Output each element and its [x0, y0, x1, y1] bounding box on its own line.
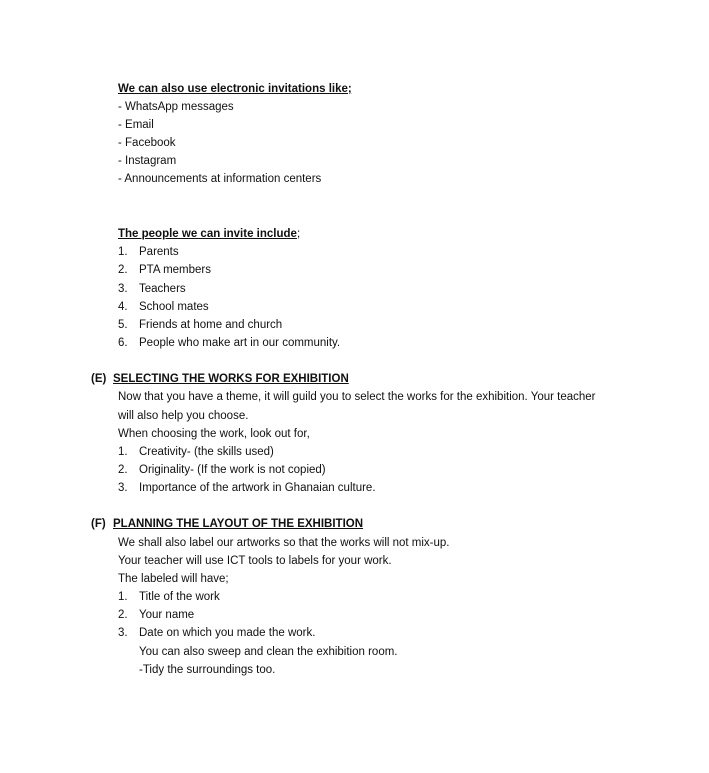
people-heading-text: The people we can invite include	[118, 228, 297, 240]
section-f-letter: (F)	[91, 518, 106, 530]
section-f-paragraph-line: We shall also label our artworks so that the works will not mix-up.	[118, 537, 450, 549]
section-f-number: 3.	[118, 627, 128, 639]
invitation-item-email: - Email	[118, 119, 154, 131]
people-item: Parents	[139, 246, 179, 258]
invitation-item-whatsapp: - WhatsApp messages	[118, 101, 234, 113]
section-f-extra-line: -Tidy the surroundings too.	[139, 664, 276, 676]
people-item: Teachers	[139, 283, 186, 295]
section-e-title: SELECTING THE WORKS FOR EXHIBITION	[113, 373, 349, 385]
section-e-number: 3.	[118, 482, 128, 494]
section-e-item: Originality- (If the work is not copied)	[139, 464, 326, 476]
people-number: 1.	[118, 246, 128, 258]
section-e-item: Creativity- (the skills used)	[139, 446, 274, 458]
invitation-item-instagram: - Instagram	[118, 155, 177, 167]
section-f-number: 1.	[118, 591, 128, 603]
section-f-number: 2.	[118, 609, 128, 621]
people-heading	[118, 227, 300, 241]
people-item: School mates	[139, 301, 209, 313]
section-e-item: Importance of the artwork in Ghanaian culture.	[139, 482, 376, 494]
section-f-item: Title of the work	[139, 591, 220, 603]
invitation-item-facebook: - Facebook	[118, 137, 176, 149]
section-f-item: Date on which you made the work.	[139, 627, 316, 639]
people-item: Friends at home and church	[139, 319, 283, 331]
section-e-number: 2.	[118, 464, 128, 476]
people-number: 2.	[118, 264, 128, 276]
section-e-letter: (E)	[91, 373, 107, 385]
section-e-paragraph-line: When choosing the work, look out for,	[118, 428, 310, 440]
section-e-paragraph-line: Now that you have a theme, it will guild you to select the works for the exhibition. Your teacher	[118, 391, 596, 403]
people-number: 4.	[118, 301, 128, 313]
section-f-paragraph-line: Your teacher will use ICT tools to labels for your work.	[118, 555, 392, 567]
people-number: 3.	[118, 283, 128, 295]
invitation-item-announcements: - Announcements at information centers	[118, 173, 322, 185]
section-e-number: 1.	[118, 446, 128, 458]
section-f-paragraph-line: The labeled will have;	[118, 573, 229, 585]
people-item: PTA members	[139, 264, 211, 276]
people-number: 5.	[118, 319, 128, 331]
people-item: People who make art in our community.	[139, 337, 341, 349]
people-heading-suffix: ;	[296, 228, 301, 240]
people-number: 6.	[118, 337, 128, 349]
section-f-title: PLANNING THE LAYOUT OF THE EXHIBITION	[113, 518, 364, 530]
invitations-heading: We can also use electronic invitations like;	[118, 83, 352, 95]
section-f-extra-line: You can also sweep and clean the exhibition room.	[139, 646, 398, 658]
section-f-item: Your name	[139, 609, 195, 621]
section-e-paragraph-line: will also help you choose.	[118, 410, 249, 422]
